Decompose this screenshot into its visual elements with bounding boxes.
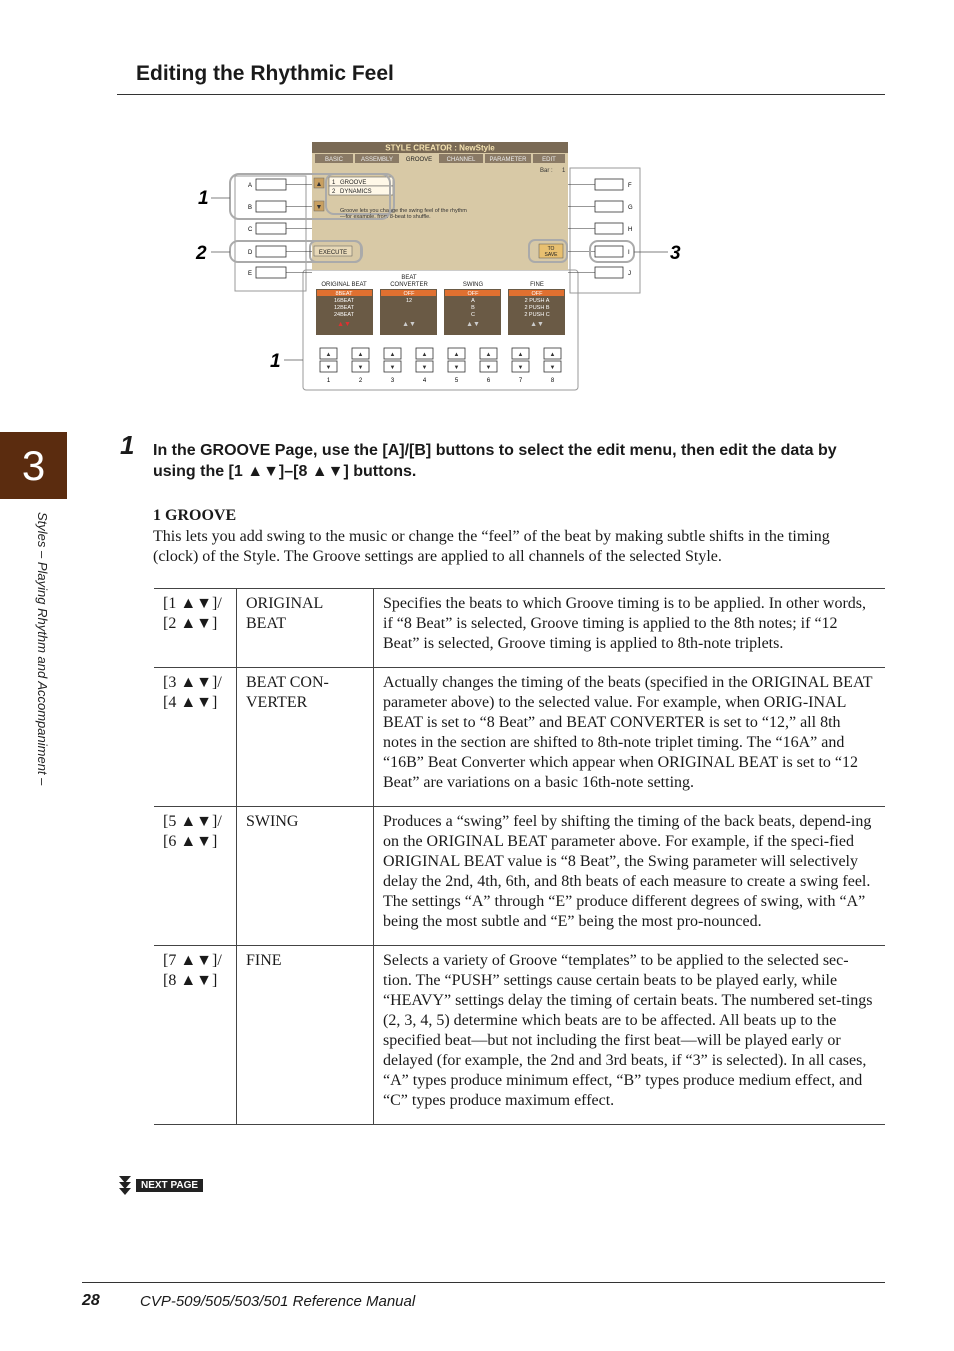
side-label: Styles – Playing Rhythm and Accompaniment – bbox=[35, 512, 50, 786]
up-arrow-glyph: ▲ bbox=[315, 181, 323, 188]
button-5-up-icon: ▲ bbox=[453, 352, 460, 358]
double-chevron-down-icon bbox=[118, 1175, 132, 1195]
col4-item-3: 2 PUSH B bbox=[524, 305, 550, 311]
col4-updown-icon: ▲▼ bbox=[530, 321, 544, 328]
button-8-down-icon: ▼ bbox=[549, 365, 556, 371]
col3-updown-icon: ▲▼ bbox=[466, 321, 480, 328]
menu-item-dynamics-num: 2 bbox=[332, 189, 336, 195]
col4-header: FINE bbox=[530, 282, 544, 288]
button-3-up-icon: ▲ bbox=[389, 352, 396, 358]
button-6-label: 6 bbox=[486, 378, 491, 384]
button-c-label: C bbox=[248, 227, 253, 233]
button-j-label: J bbox=[628, 271, 631, 277]
button-i-label: I bbox=[628, 250, 630, 256]
button-1-label: 1 bbox=[326, 378, 331, 384]
button-d-label: D bbox=[248, 250, 253, 256]
tab-basic-label: BASIC bbox=[324, 157, 344, 163]
button-8-up-icon: ▲ bbox=[549, 352, 556, 358]
button-3-label: 3 bbox=[390, 378, 395, 384]
save-label-1: TO bbox=[547, 246, 555, 252]
button-6-up-icon: ▲ bbox=[485, 352, 492, 358]
screen-title: STYLE CREATOR : NewStyle bbox=[385, 143, 495, 153]
callout-2: 2 bbox=[196, 243, 207, 264]
col2-item-2: 12 bbox=[405, 298, 413, 304]
execute-label: EXECUTE bbox=[318, 250, 348, 256]
col3-item-1: OFF bbox=[467, 291, 479, 297]
button-5-down-icon: ▼ bbox=[453, 365, 460, 371]
footer-rule bbox=[82, 1282, 885, 1283]
button-4-label: 4 bbox=[422, 378, 427, 384]
col4-item-1: OFF bbox=[531, 291, 543, 297]
button-f-label: F bbox=[628, 183, 632, 189]
button-2-down-icon: ▼ bbox=[357, 365, 364, 371]
down-arrow-glyph: ▼ bbox=[315, 204, 323, 211]
button-7-label: 7 bbox=[518, 378, 523, 384]
table-cell-buttons: [3 ▲▼]/ [4 ▲▼] bbox=[154, 668, 237, 807]
col3-item-3: B bbox=[471, 305, 475, 311]
button-g-label: G bbox=[628, 205, 633, 211]
bar-value: 1 bbox=[562, 168, 566, 174]
manual-title: CVP-509/505/503/501 Reference Manual bbox=[140, 1293, 416, 1310]
button-1-down-icon: ▼ bbox=[325, 365, 332, 371]
button-2-up-icon: ▲ bbox=[357, 352, 364, 358]
table-cell-param: FINE bbox=[237, 946, 374, 1125]
table-row bbox=[154, 946, 885, 1125]
chapter-tab: 3 bbox=[0, 432, 67, 499]
col2-item-1: OFF bbox=[403, 291, 415, 297]
menu-item-groove-label: GROOVE bbox=[340, 180, 367, 186]
col2-header-1: BEAT bbox=[401, 275, 417, 281]
button-h-label: H bbox=[628, 227, 633, 233]
col3-header: SWING bbox=[462, 282, 484, 288]
col1-item-3: 12BEAT bbox=[333, 305, 355, 311]
tab-assembly-label: ASSEMBLY bbox=[361, 157, 393, 163]
col2-header: CONVERTER bbox=[390, 282, 428, 288]
button-4-down-icon: ▼ bbox=[421, 365, 428, 371]
col3-item-2: A bbox=[471, 298, 475, 304]
col3-item-4: C bbox=[471, 312, 475, 318]
next-page-label: NEXT PAGE bbox=[136, 1179, 203, 1192]
col1-updown-icon: ▲▼ bbox=[337, 321, 351, 328]
callout-1b: 1 bbox=[270, 351, 281, 372]
col1-item-1: 8BEAT bbox=[335, 291, 353, 297]
groove-description: This lets you add swing to the music or change the “feel” of the beat by making subtle shifts in the timing (clock) of the Style. The Groove settings are applied to all channels of the selected Style. bbox=[153, 528, 830, 565]
tab-edit-label: EDIT bbox=[542, 157, 556, 163]
parameter-columns bbox=[316, 275, 565, 335]
step-text: In the GROOVE Page, use the [A]/[B] buttons to select the edit menu, then edit the data by using the [1 ▲▼]–[8 ▲▼] buttons. bbox=[153, 442, 837, 480]
screen-description-1: Groove lets you change the swing feel of the rhythm bbox=[340, 208, 467, 214]
button-c[interactable] bbox=[256, 223, 286, 234]
table-cell-desc: Selects a variety of Groove “templates” to be applied to the selected sec-tion. The “PUSH” settings cause certain beats to be played early, while “HEAVY” settings delay the timing of certain beats. The numbered set-tings (2, 3, 4, 5) determine which beats are to be affected. All beats up to the specified beat—but not including the first beat—will be played early or delayed (for example, the 2nd and 3rd beats, if “3” is selected). In all cases, “A” types produce minimum effect, “B” types produce medium effect, and “C” types produce maximum effect. bbox=[374, 946, 886, 1125]
table-row bbox=[154, 589, 885, 668]
step-number: 1 bbox=[120, 430, 135, 460]
button-i[interactable] bbox=[595, 246, 623, 257]
button-3-down-icon: ▼ bbox=[389, 365, 396, 371]
groove-heading: 1 GROOVE bbox=[153, 507, 237, 524]
menu-item-dynamics-label: DYNAMICS bbox=[340, 189, 372, 195]
table-row bbox=[154, 807, 885, 946]
button-j[interactable] bbox=[595, 267, 623, 278]
title-rule bbox=[117, 94, 885, 95]
table-cell-buttons: [1 ▲▼]/ [2 ▲▼] bbox=[154, 589, 237, 668]
button-8-label: 8 bbox=[550, 378, 555, 384]
button-4-up-icon: ▲ bbox=[421, 352, 428, 358]
button-7-up-icon: ▲ bbox=[517, 352, 524, 358]
save-label-2: SAVE bbox=[544, 252, 558, 258]
col4-item-2: 2 PUSH A bbox=[524, 298, 550, 304]
table-row bbox=[154, 668, 885, 807]
screen-description-2: —for example, from 8-beat to shuffle. bbox=[340, 214, 431, 220]
table-cell-desc: Specifies the beats to which Groove timing is to be applied. In other words, if “8 Beat” is selected, Groove timing is applied to the 8th notes; if “12 Beat” is selected, Groove timing is applied to 8th-note triplets. bbox=[374, 589, 886, 668]
right-buttons bbox=[568, 179, 634, 278]
section-title: Editing the Rhythmic Feel bbox=[136, 62, 394, 85]
tab-groove-label: GROOVE bbox=[405, 157, 433, 163]
col4-item-4: 2 PUSH C bbox=[524, 312, 550, 318]
next-page-indicator[interactable] bbox=[118, 1175, 203, 1195]
button-2-label: 2 bbox=[358, 378, 363, 384]
table-cell-desc: Actually changes the timing of the beats (specified in the ORIGINAL BEAT parameter above) to the selected value. For example, when ORIG-INAL BEAT is set to “8 Beat” and BEAT CONVERTER is set to “12,” all 8th notes in the section are shifted to 8th-note triplet timing. The “16A” and “16B” Beat Converter which appear when ORIGINAL BEAT is set to “12 Beat” are variations on a basic 16th-note setting. bbox=[374, 668, 886, 807]
button-a-label: A bbox=[248, 183, 253, 189]
table-cell-desc: Produces a “swing” feel by shifting the timing of the back beats, depend-ing on the ORIGINAL BEAT parameter above. For example, if the speci-fied ORIGINAL BEAT value is “8 Beat”, the Swing parameter will selectively delay the 2nd, 4th, 6th, and 8th beats of each measure to create a swing feel. The settings “A” through “E” produce different degrees of swing, with “A” being the most subtle and “E” being the most pro-nounced. bbox=[374, 807, 886, 946]
page-number: 28 bbox=[82, 1292, 100, 1309]
tab-parameter-label: PARAMETER bbox=[489, 157, 527, 163]
button-e-label: E bbox=[248, 271, 253, 277]
button-6-down-icon: ▼ bbox=[485, 365, 492, 371]
button-b[interactable] bbox=[256, 201, 286, 212]
table-cell-param: SWING bbox=[237, 807, 374, 946]
button-d[interactable] bbox=[256, 246, 286, 257]
bottom-buttons bbox=[320, 348, 561, 384]
table-cell-param: ORIGINAL BEAT bbox=[237, 589, 374, 668]
col1-item-4: 24BEAT bbox=[333, 312, 355, 318]
button-f[interactable] bbox=[595, 179, 623, 190]
button-5-label: 5 bbox=[454, 378, 459, 384]
table-cell-param: BEAT CON-VERTER bbox=[237, 668, 374, 807]
display-figure bbox=[190, 138, 690, 396]
button-e[interactable] bbox=[256, 267, 286, 278]
button-1-up-icon: ▲ bbox=[325, 352, 332, 358]
button-h[interactable] bbox=[595, 223, 623, 234]
bar-label: Bar : bbox=[540, 168, 553, 174]
parameter-table bbox=[154, 588, 885, 1125]
button-b-label: B bbox=[248, 205, 253, 211]
table-cell-buttons: [7 ▲▼]/ [8 ▲▼] bbox=[154, 946, 237, 1125]
col1-item-2: 16BEAT bbox=[333, 298, 355, 304]
col2-updown-icon: ▲▼ bbox=[402, 321, 416, 328]
button-a[interactable] bbox=[256, 179, 286, 190]
button-7-down-icon: ▼ bbox=[517, 365, 524, 371]
tab-bar bbox=[315, 154, 565, 163]
menu-item-groove-num: 1 bbox=[332, 180, 336, 186]
col1-header: ORIGINAL BEAT bbox=[321, 282, 367, 288]
table-cell-buttons: [5 ▲▼]/ [6 ▲▼] bbox=[154, 807, 237, 946]
tab-channel-label: CHANNEL bbox=[446, 157, 476, 163]
callout-1a: 1 bbox=[198, 188, 209, 209]
button-g[interactable] bbox=[595, 201, 623, 212]
callout-3: 3 bbox=[670, 243, 681, 264]
